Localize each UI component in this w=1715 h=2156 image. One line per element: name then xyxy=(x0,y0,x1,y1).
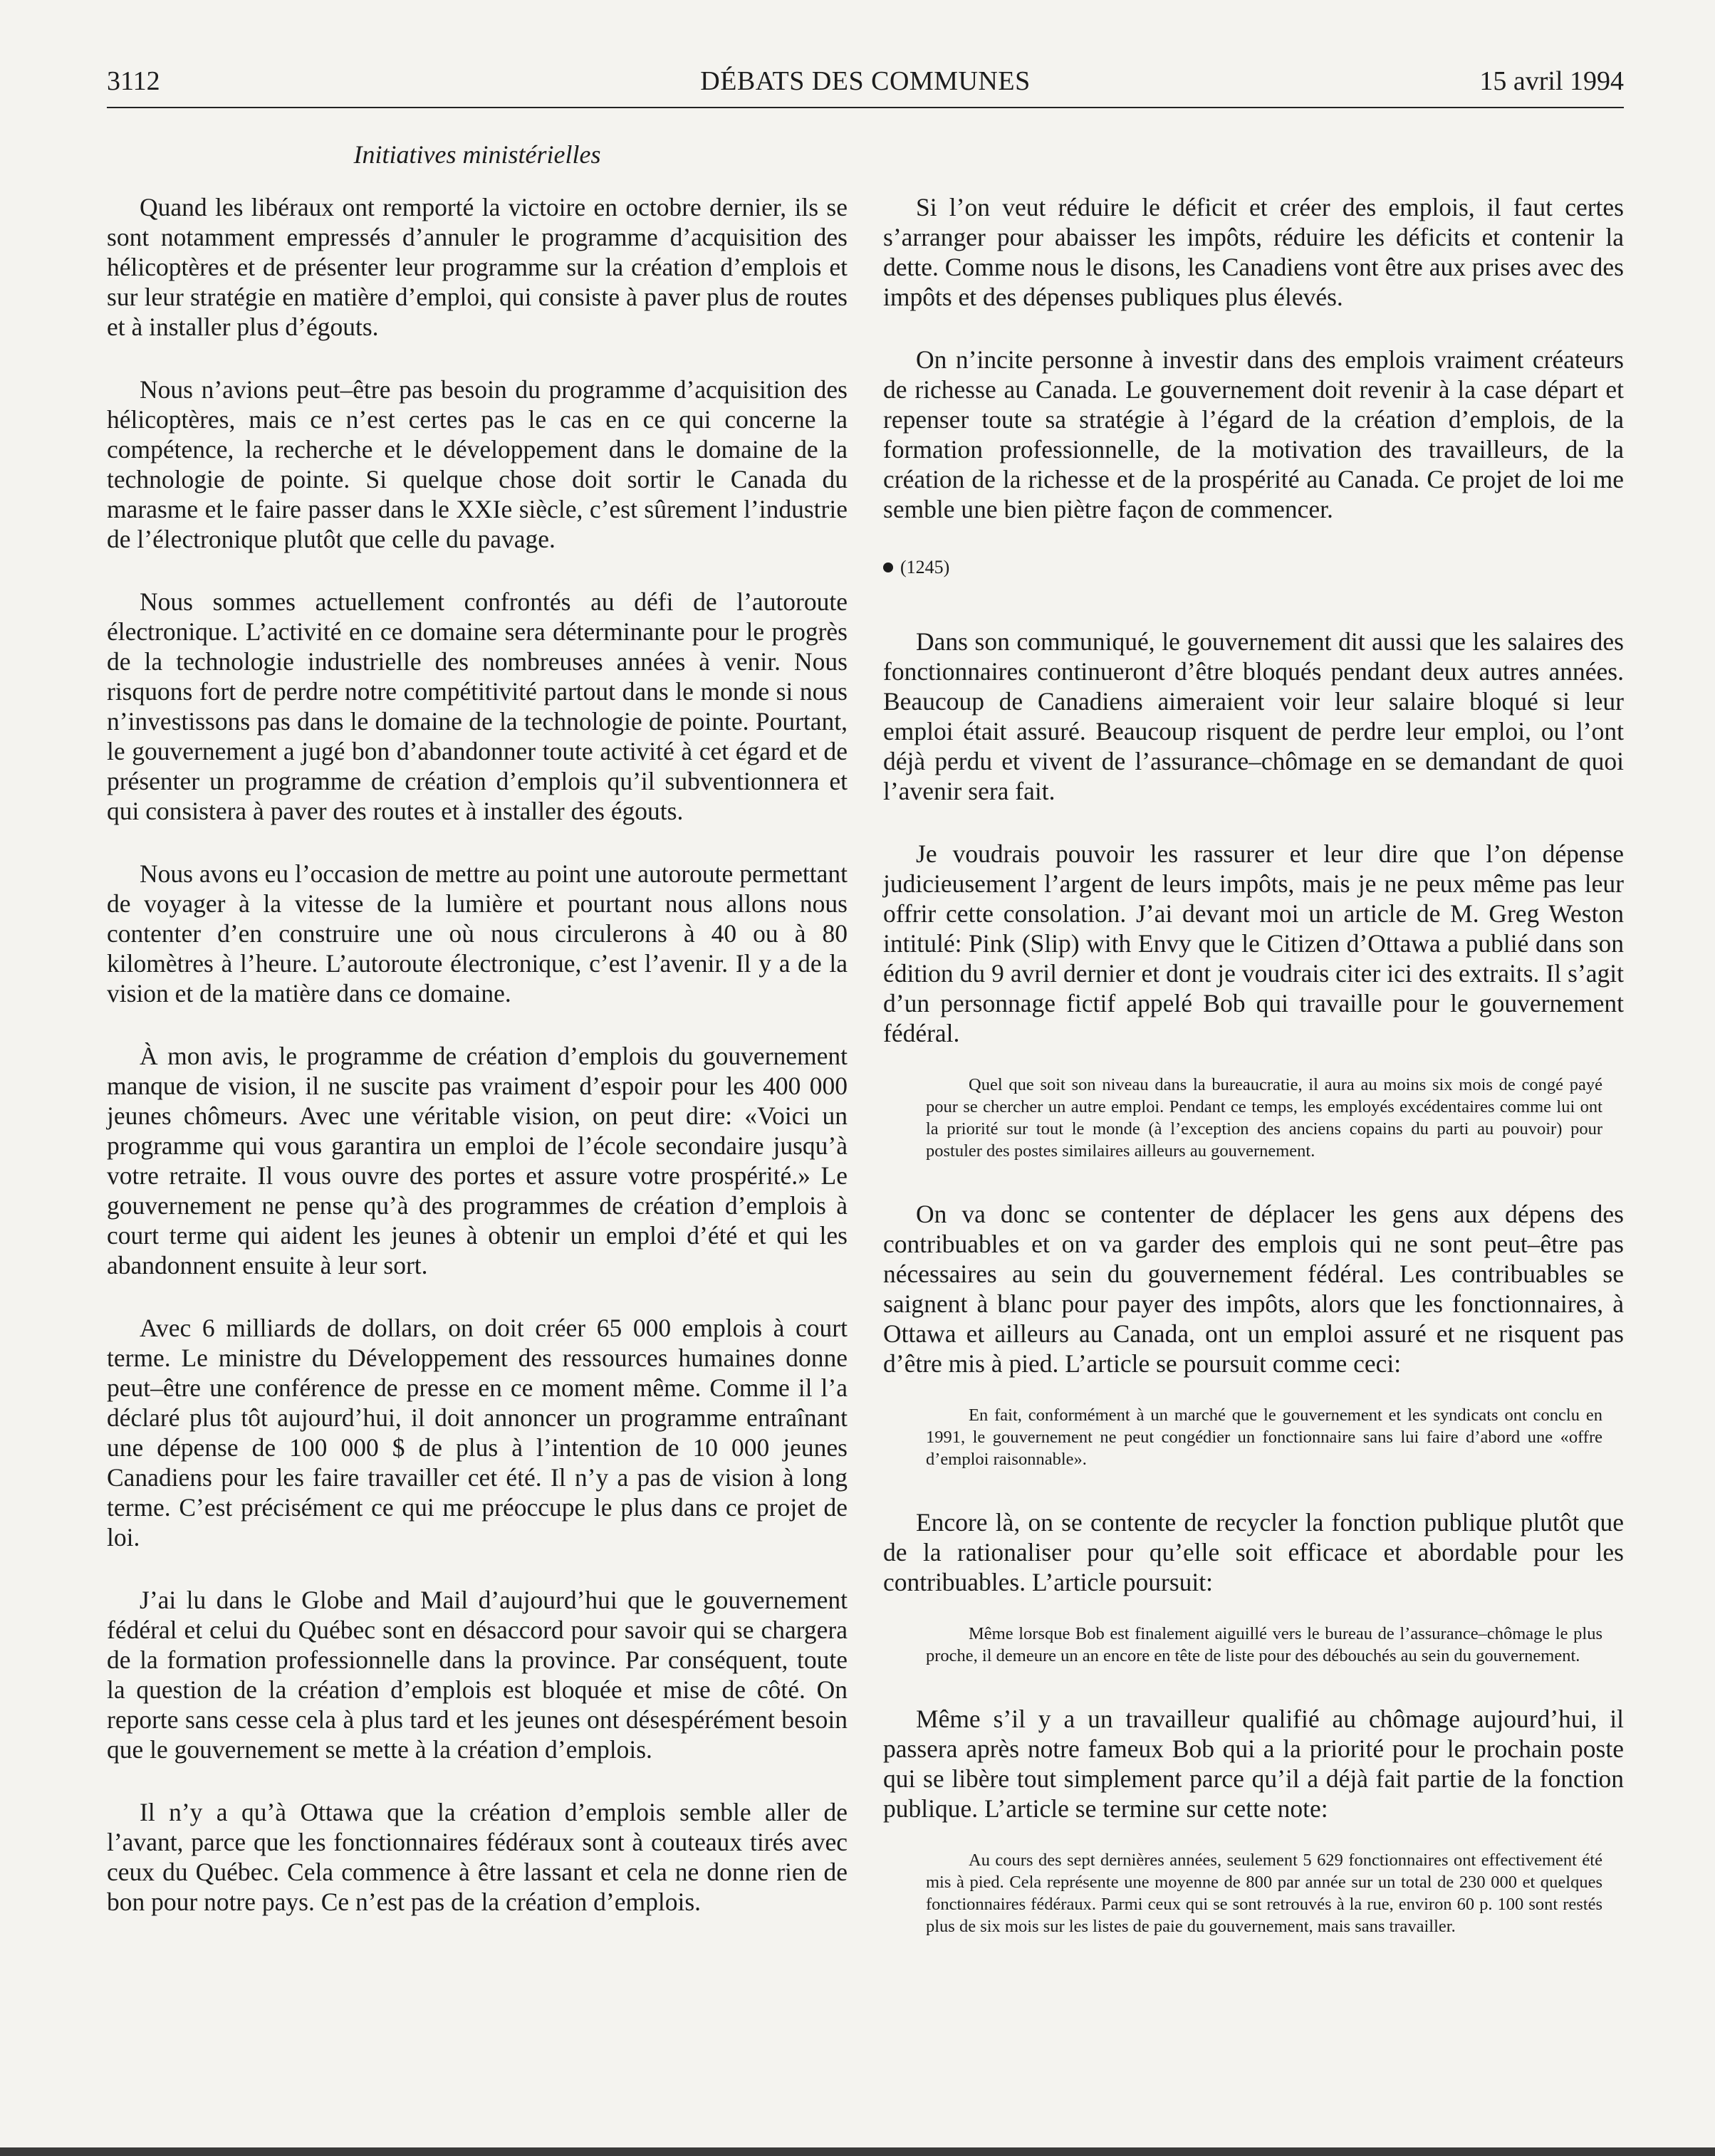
left-column xyxy=(107,192,848,1950)
header-rule xyxy=(107,107,1624,108)
page-header xyxy=(107,66,1624,105)
paragraph: Encore là, on se contente de recycler la fonction publique plutôt que de la rationaliser pour qu’elle soit efficace et abordable pour les contribuables. L’article poursuit: xyxy=(883,1508,1624,1596)
paragraph: Quand les libéraux ont remporté la victoire en octobre dernier, ils se sont notamment empressés d’annuler le programme d’acquisition des hélicoptères et de présenter leur programme sur la création d’emplois et sur leur stratégie en matière d’emploi, qui consiste à paver plus de routes et à installer plus d’égouts. xyxy=(107,193,848,341)
paragraph: À mon avis, le programme de création d’emplois du gouvernement manque de vision, il ne suscite pas vraiment d’espoir pour les 400 000 jeunes chômeurs. Avec une véritable vision, on peut dire: «Voici un programme qui vous garantira un emploi de l’école secondaire jusqu’à votre retraite. Il vous ouvre des portes et assure votre prospérité.» Le gouvernement ne pense qu’à des programmes de création d’emplois à court terme qui aident les jeunes à obtenir un emploi d’été et qui les abandonnent ensuite à leur sort. xyxy=(107,1042,848,1280)
block-quote: Même lorsque Bob est finalement aiguillé vers le bureau de l’assurance–chômage le plus proche, il demeure un an encore en tête de liste pour des débouchés au sein du gouvernement. xyxy=(926,1624,1602,1665)
paragraph: Nous sommes actuellement confrontés au défi de l’autoroute électronique. L’activité en ce domaine sera déterminante pour le progrès de la technologie industrielle des nombreuses années à venir. Nous risquons fort de perdre notre compétitivité partout dans le monde si nous n’investissons pas dans le domaine de la technologie de pointe. Pourtant, le gouvernement a jugé bon d’abandonner toute activité à cet égard et de présenter un programme de création d’emplois qu’il subventionnera et qui consistera à paver des routes et à installer des égouts. xyxy=(107,587,848,825)
block-quote: Quel que soit son niveau dans la bureaucratie, il aura au moins six mois de congé payé pour se chercher un autre emploi. Pendant ce temps, les employés excédentaires comme lui ont la priorité sur tout le monde (à l’exception des anciens copains du parti au pouvoir) pour postuler des postes similaires ailleurs au gouvernement. xyxy=(926,1075,1602,1161)
scan-edge xyxy=(0,2147,1715,2156)
bullet-icon xyxy=(883,562,893,572)
paragraph: Il n’y a qu’à Ottawa que la création d’emplois semble aller de l’avant, parce que les fonctionnaires fédéraux sont à couteaux tirés avec ceux du Québec. Cela commence à être lassant et cela ne donne rien de bon pour notre pays. Ce n’est pas de la création d’emplois. xyxy=(107,1798,848,1916)
paragraph: Nous avons eu l’occasion de mettre au point une autoroute permettant de voyager à la vitesse de la lumière et pourtant nous allons nous contenter d’en construire une où nous circulerons à 40 ou à 80 kilomètres à l’heure. L’autoroute électronique, c’est l’avenir. Il y a de la vision et de la matière dans ce domaine. xyxy=(107,859,848,1008)
publication-title: DÉBATS DES COMMUNES xyxy=(700,66,1031,96)
publication-date: 15 avril 1994 xyxy=(1479,66,1624,96)
paragraph: Dans son communiqué, le gouvernement dit aussi que les salaires des fonctionnaires continueront d’être bloqués pendant deux autres années. Beaucoup de Canadiens aimeraient voir leur salaire bloqué si leur emploi était assuré. Beaucoup risquent de perdre leur emploi, ou l’ont déjà perdu et vivent de l’assurance–chômage en se demandant de quoi l’avenir sera fait. xyxy=(883,627,1624,805)
time-stamp xyxy=(883,557,1624,578)
paragraph: Nous n’avions peut–être pas besoin du programme d’acquisition des hélicoptères, mais ce n’est certes pas le cas en ce qui concerne la compétence, la recherche et le développement dans le domaine de la technologie de pointe. Si quelque chose doit sortir le Canada du marasme et le faire passer dans le XXIe siècle, c’est sûrement l’industrie de l’électronique plutôt que celle du pavage. xyxy=(107,375,848,553)
page-number: 3112 xyxy=(107,66,160,96)
block-quote: Au cours des sept dernières années, seulement 5 629 fonctionnaires ont effectivement été mis à pied. Cela représente une moyenne de 800 par année sur un total de 230 000 et quelques fonctionnaires fédéraux. Parmi ceux qui se sont retrouvés à la rue, environ 60 p. 100 sont restés plus de six mois sur les listes de paie du gouvernement, mais sans travailler. xyxy=(926,1851,1602,1936)
time-stamp-label: (1245) xyxy=(900,557,950,577)
paragraph: Si l’on veut réduire le déficit et créer des emplois, il faut certes s’arranger pour abaisser les impôts, réduire les déficits et contenir la dette. Comme nous le disons, les Canadiens vont être aux prises avec des impôts et des dépenses publiques plus élevés. xyxy=(883,193,1624,311)
paragraph: Même s’il y a un travailleur qualifié au chômage aujourd’hui, il passera après notre fameux Bob qui a la priorité pour le prochain poste qui se libère tout simplement parce qu’il a déjà fait partie de la fonction publique. L’article se termine sur cette note: xyxy=(883,1705,1624,1823)
paragraph: On va donc se contenter de déplacer les gens aux dépens des contribuables et on va garder des emplois qui ne sont peut–être pas nécessaires au sein du gouvernement fédéral. Les contribuables se saignent à blanc pour payer des impôts, alors que les fonctionnaires, à Ottawa et ailleurs au Canada, ont un emploi assuré et ne risquent pas d’être mis à pied. L’article se poursuit comme ceci: xyxy=(883,1200,1624,1378)
block-quote: En fait, conformément à un marché que le gouvernement et les syndicats ont conclu en 1991, le gouvernement ne peut congédier un fonctionnaire sans lui faire d’abord une «offre d’emploi raisonnable». xyxy=(926,1406,1602,1469)
section-title: Initiatives ministérielles xyxy=(353,140,601,169)
paragraph: Avec 6 milliards de dollars, on doit créer 65 000 emplois à court terme. Le ministre du Développement des ressources humaines donne peut–être une conférence de presse en ce moment même. Comme il l’a déclaré plus tôt aujourd’hui, il doit annoncer un programme entraînant une dépense de 100 000 $ de plus à l’intention de 10 000 jeunes Canadiens pour les faire travailler cet été. Il n’y a pas de vision à long terme. C’est précisément ce qui me préoccupe le plus dans ce projet de loi. xyxy=(107,1314,848,1551)
paragraph: J’ai lu dans le Globe and Mail d’aujourd’hui que le gouvernement fédéral et celui du Québec sont en désaccord pour savoir qui se chargera de la formation professionnelle dans la province. Par conséquent, toute la question de la création d’emplois est bloquée et mise de côté. On reporte sans cesse cela à plus tard et les jeunes ont désespérément besoin que le gouvernement se mette à la création d’emplois. xyxy=(107,1586,848,1764)
paragraph: Je voudrais pouvoir les rassurer et leur dire que l’on dépense judicieusement l’argent de leurs impôts, mais je ne peux même pas leur offrir cette consolation. J’ai devant moi un article de M. Greg Weston intitulé: Pink (Slip) with Envy que le Citizen d’Ottawa a publié dans son édition du 9 avril dernier et dont je voudrais citer ici des extraits. Il s’agit d’un personnage fictif appelé Bob qui travaille pour le gouvernement fédéral. xyxy=(883,839,1624,1047)
right-column xyxy=(883,192,1624,1974)
paragraph: On n’incite personne à investir dans des emplois vraiment créateurs de richesse au Canada. Le gouvernement doit revenir à la case départ et repenser toute sa stratégie à l’égard de la création d’emplois, de la formation professionnelle, de la motivation des travailleurs, de la création de la richesse et de la prospérité au Canada. Ce projet de loi me semble une bien piètre façon de commencer. xyxy=(883,345,1624,523)
